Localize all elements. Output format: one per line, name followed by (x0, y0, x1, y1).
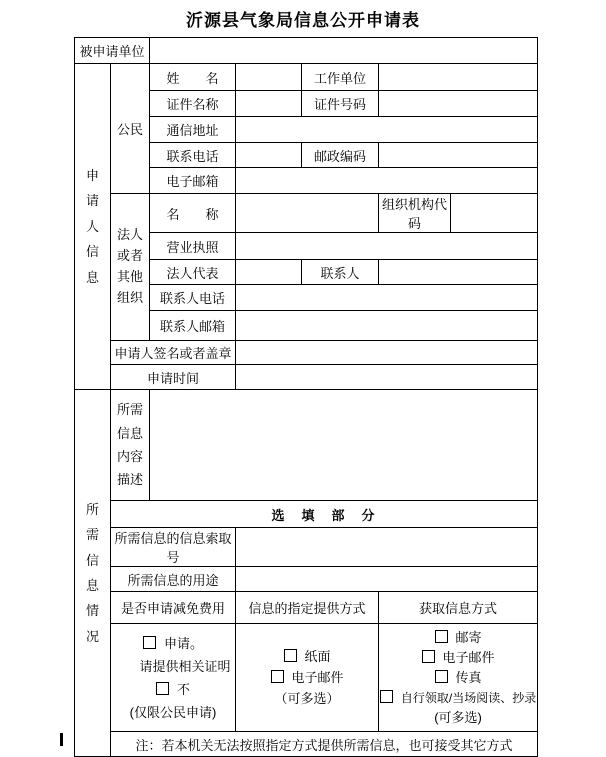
description-label: 所需信息内容描述 (111, 390, 150, 501)
obtain-method-header: 获取信息方式 (379, 592, 538, 624)
postal-code-label: 邮政编码 (302, 143, 379, 168)
obtain-multi-note (379, 708, 537, 728)
delivery-options-cell (236, 624, 379, 732)
checkbox-icon[interactable] (435, 630, 448, 643)
obtain-option-pickup[interactable] (379, 688, 537, 708)
address-input-cell[interactable] (236, 117, 538, 143)
name-input-cell[interactable] (236, 64, 302, 91)
option-label: 自行领取/当场阅读、抄录 (400, 690, 537, 705)
option-label: 请提供相关证明 (139, 658, 231, 674)
obtain-option-mail[interactable] (379, 628, 537, 648)
option-label: 电子邮件 (291, 670, 344, 685)
option-label: (仅限公民申请) (129, 704, 217, 720)
request-no-input-cell[interactable] (236, 528, 538, 567)
checkbox-icon[interactable] (143, 636, 156, 649)
checkbox-icon[interactable] (271, 670, 284, 683)
option-label: 申请。 (164, 635, 204, 651)
option-label: 纸面 (304, 649, 331, 664)
purpose-label: 所需信息的用途 (111, 567, 236, 592)
fee-waiver-header: 是否申请减免费用 (111, 592, 236, 624)
cert-name-input-cell[interactable] (236, 91, 302, 117)
phone-input-cell[interactable] (236, 143, 302, 168)
org-name-input-cell[interactable] (236, 194, 379, 233)
page-title: 沂源县气象局信息公开申请表 (186, 11, 420, 30)
option-label: (可多选) (434, 709, 482, 725)
option-label: 不 (177, 681, 191, 697)
citizen-group-label: 公民 (111, 64, 150, 194)
delivery-multi-note (236, 688, 378, 709)
fee-option-citizen-note (111, 701, 235, 724)
checkbox-icon[interactable] (422, 650, 435, 663)
delivery-option-email[interactable] (236, 667, 378, 688)
signature-label: 申请人签名或者盖章 (111, 341, 236, 365)
apply-time-input-cell[interactable] (236, 365, 538, 390)
work-unit-input-cell[interactable] (379, 64, 538, 91)
fee-option-apply[interactable] (111, 632, 235, 655)
name-label: 姓 名 (150, 64, 236, 91)
address-label: 通信地址 (150, 117, 236, 143)
request-no-label: 所需信息的信息索取号 (111, 528, 236, 567)
application-form (74, 37, 538, 757)
delivery-option-paper[interactable] (236, 646, 378, 667)
applied-unit-input-cell[interactable] (150, 38, 538, 64)
postal-code-input-cell[interactable] (379, 143, 538, 168)
checkbox-icon[interactable] (156, 682, 169, 695)
checkbox-icon[interactable] (380, 690, 393, 703)
fee-option-proof-note (111, 655, 235, 678)
contact-email-input-cell[interactable] (236, 311, 538, 341)
option-label: 邮寄 (455, 629, 482, 645)
apply-time-label: 申请时间 (111, 365, 236, 390)
legal-rep-input-cell[interactable] (236, 260, 302, 285)
org-code-label: 组织机构代码 (379, 194, 451, 233)
obtain-option-email[interactable] (379, 648, 537, 668)
legal-rep-label: 法人代表 (150, 260, 236, 285)
fee-waiver-options-cell (111, 624, 236, 732)
contact-email-label: 联系人邮箱 (150, 311, 236, 341)
checkbox-icon[interactable] (284, 649, 297, 662)
email-label: 电子邮箱 (150, 168, 236, 194)
email-input-cell[interactable] (236, 168, 538, 194)
form-note: 注：若本机关无法按照指定方式提供所需信息，也可接受其它方式 (111, 732, 538, 757)
work-unit-label: 工作单位 (302, 64, 379, 91)
contact-input-cell[interactable] (379, 260, 538, 285)
contact-phone-label: 联系人电话 (150, 285, 236, 311)
option-label: （可多选） (274, 691, 340, 706)
applied-unit-label: 被申请单位 (75, 38, 150, 64)
text-cursor-mark (60, 733, 63, 746)
required-info-section-label: 所需信息情况 (75, 390, 111, 757)
applicant-info-section-label: 申请人信息 (75, 64, 111, 390)
checkbox-icon[interactable] (435, 670, 448, 683)
phone-label: 联系电话 (150, 143, 236, 168)
optional-section-header: 选 填 部 分 (111, 501, 538, 528)
obtain-options-cell (379, 624, 538, 732)
option-label: 电子邮件 (442, 649, 495, 665)
purpose-input-cell[interactable] (236, 567, 538, 592)
obtain-option-fax[interactable] (379, 668, 537, 688)
option-label: 传真 (455, 669, 482, 685)
contact-label: 联系人 (302, 260, 379, 285)
contact-phone-input-cell[interactable] (236, 285, 538, 311)
license-input-cell[interactable] (236, 233, 538, 260)
fee-option-no[interactable] (111, 678, 235, 701)
cert-no-input-cell[interactable] (379, 91, 538, 117)
signature-input-cell[interactable] (236, 341, 538, 365)
delivery-method-header: 信息的指定提供方式 (236, 592, 379, 624)
description-input-cell[interactable] (150, 390, 538, 501)
org-code-input-cell[interactable] (451, 194, 538, 233)
legal-entity-group-label: 法人或者其他组织 (111, 194, 150, 341)
org-name-label: 名 称 (150, 194, 236, 233)
license-label: 营业执照 (150, 233, 236, 260)
cert-name-label: 证件名称 (150, 91, 236, 117)
cert-no-label: 证件号码 (302, 91, 379, 117)
